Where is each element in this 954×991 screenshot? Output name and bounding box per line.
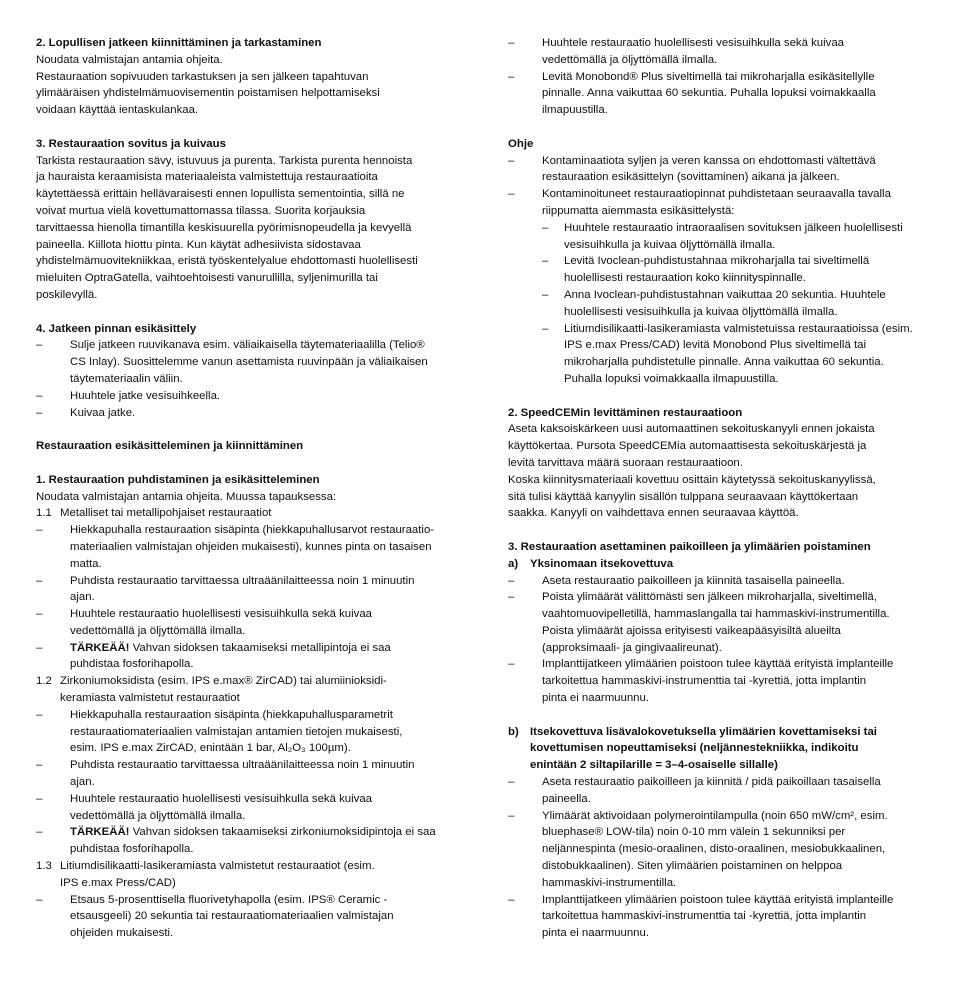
- list-item: [36, 640, 456, 674]
- list-item: [508, 35, 928, 69]
- spacer: [508, 707, 928, 724]
- numbered-subsection: [36, 673, 456, 707]
- paragraph: Tarkista restauraation sävy, istuvuus ja purenta. Tarkista purenta hennoista ja hauraista keraamisista materiaaleista valmistettuja restauraatioita käytettäessä erittäin hellävaraisesti ennen lopullista sementointia, sillä ne voivat murtua vielä kovettumattomassa tilassa. Suorita korjauksia tarvittaessa hienolla timantilla keskisuurella pyörimisnopeudella ja kevyellä paineella. Kiillota hiottu pinta. Kun käytät adhesiivista sidostavaa yhdistelmämuovitekniikkaa, eristä työskentelyalue ehdottomasti huolellisesti mieluiten OptraGatella, vaihtoehtoisesti vanurullilla, syljenimurilla tai poskilevyllä.: [36, 154, 418, 301]
- dash-bullet-icon: –: [508, 154, 515, 167]
- left-column: [36, 35, 456, 942]
- spacer: [508, 388, 928, 405]
- list-item-text: Kontaminoituneet restauraatiopinnat puhdistetaan seuraavalla tavalla riippumatta aiemmasta esikäsittelystä:: [542, 188, 891, 217]
- subsection-text: Itsekovettuva lisävalokovetuksella ylimäärien kovettamiseksi tai kovettumisen nopeuttamiseksi (neljännestekniikka, indikoitu enintään 2 siltapilarille = 3–4-osaiselle sillalle): [530, 725, 877, 772]
- item-number: 1.1: [36, 507, 52, 520]
- list-item-text: Huuhtele restauraatio intraoraalisen sovituksen jälkeen huolellisesti vesisuihkulla ja kuivaa öljyttömällä ilmalla.: [564, 221, 903, 251]
- list-item-text: Puhdista restauraatio tarvittaessa ultraäänilaitteessa noin 1 minuutin ajan.: [70, 574, 415, 604]
- section-heading: 3. Restauraation asettaminen paikoilleen ja ylimäärien poistaminen: [508, 540, 871, 553]
- list-item: [508, 656, 928, 706]
- list-item: [508, 808, 928, 892]
- list-item-text: Kuivaa jatke.: [70, 406, 136, 419]
- dash-bullet-icon: –: [542, 288, 549, 301]
- dash-bullet-icon: –: [36, 608, 43, 621]
- dash-bullet-icon: –: [508, 658, 515, 671]
- paragraph: Noudata valmistajan antamia ohjeita. Muussa tapauksessa:: [36, 490, 337, 503]
- sub-list-item: [508, 287, 928, 321]
- list-item: [36, 606, 456, 640]
- list-item-text: Vahvan sidoksen takaamiseksi zirkoniumoksidipintoja ei saa puhdistaa fosforihapolla.: [70, 826, 436, 856]
- list-item: [36, 337, 456, 387]
- list-item-text: Implanttijatkeen ylimäärien poistoon tulee käyttää erityistä implanteille tarkoitettua hammaskivi-instrumenttia tai -kyrettiä, jotta implantin pinta ei naarmuunnu.: [542, 658, 894, 705]
- list-item-text: Etsaus 5-prosenttisella fluorivetyhapolla (esim. IPS® Ceramic - etsausgeeli) 20 sekuntia tai restauraatiomateriaalien valmistajan ohjeiden mukaisesti.: [70, 893, 394, 940]
- list-item-text: Vahvan sidoksen takaamiseksi metallipintoja ei saa puhdistaa fosforihapolla.: [70, 641, 391, 671]
- list-item: [508, 186, 928, 220]
- dash-bullet-icon: –: [508, 70, 515, 83]
- list-item-text: Implanttijatkeen ylimäärien poistoon tulee käyttää erityistä implanteille tarkoitettua hammaskivi-instrumenttia tai -kyrettiä, jotta implantin pinta ei naarmuunnu.: [542, 893, 894, 940]
- dash-bullet-icon: –: [542, 322, 549, 335]
- item-number: 1.2: [36, 675, 52, 688]
- list-item-text: Huuhtele restauraatio huolellisesti vesisuihkulla sekä kuivaa vedettömällä ja öljyttömällä ilmalla.: [70, 608, 373, 637]
- dash-bullet-icon: –: [36, 893, 43, 906]
- spacer: [36, 304, 456, 321]
- dash-bullet-icon: –: [36, 389, 43, 402]
- list-item-text: Levitä Ivoclean-puhdistustahnaa mikroharjalla tai siveltimellä huolellisesti restauraation koko kiinnityspinnalle.: [564, 255, 870, 285]
- warning-label: TÄRKEÄÄ!: [70, 641, 130, 654]
- list-item-text: Huuhtele jatke vesisuihkeella.: [70, 389, 221, 402]
- item-number: b): [508, 725, 519, 738]
- dash-bullet-icon: –: [36, 339, 43, 352]
- list-item: [36, 405, 456, 422]
- list-item: [508, 153, 928, 187]
- spacer: [508, 119, 928, 136]
- warning-label: TÄRKEÄÄ!: [70, 826, 130, 839]
- item-number: 1.3: [36, 860, 52, 873]
- sub-list-item: [508, 220, 928, 254]
- list-item-text: Huuhtele restauraatio huolellisesti vesisuihkulla sekä kuivaa vedettömällä ja öljyttömällä ilmalla.: [70, 792, 373, 822]
- section-heading: Restauraation esikäsitteleminen ja kiinnittäminen: [36, 440, 304, 453]
- list-item-text: Puhdista restauraatio tarvittaessa ultraäänilaitteessa noin 1 minuutin ajan.: [70, 759, 415, 789]
- list-item: [508, 573, 928, 590]
- spacer: [508, 522, 928, 539]
- dash-bullet-icon: –: [508, 776, 515, 789]
- section-heading: Ohje: [508, 137, 534, 150]
- paragraph: Aseta kaksoiskärkeen uusi automaattinen sekoituskanyyli ennen jokaista käyttökertaa. Pursota SpeedCEMia automaattisesta sekoituskärjestä ja levitä tarvittava määrä suoraan restauraatioon. Koska kiinnitysmateriaali kovettuu osittain käytetyssä sekoituskanyylissä, sitä tulisi käyttää kanyylin sisällön tulppana seuraavaan käyttökertaan saakka. Kanyyli on vaihdettava ennen seuraavaa käyttöä.: [508, 423, 876, 520]
- list-item-text: Poista ylimäärät välittömästi sen jälkeen mikroharjalla, siveltimellä, vaahtomuovipelletillä, hammaslangalla tai hammaskivi-instrumentilla. Poista ylimäärät ajoissa erityisesti vaikeapääsyisiltä alueilta (approksimaali- ja gingivaalireunat).: [542, 591, 890, 654]
- spacer: [36, 421, 456, 438]
- section-heading: 3. Restauraation sovitus ja kuivaus: [36, 137, 226, 150]
- list-item-text: Aseta restauraatio paikoilleen ja kiinnitä / pidä paikoillaan tasaisella paineella.: [542, 776, 881, 805]
- lettered-heading: [508, 724, 928, 774]
- subsection-text: Metalliset tai metallipohjaiset restauraatiot: [60, 507, 272, 520]
- list-item-text: Litiumdisilikaatti-lasikeramiasta valmistetuissa restauraatioissa (esim. IPS e.max Press/CAD) levitä Monobond Plus siveltimellä tai mikroharjalla puhdistetulle pinnalle. Anna vaikuttaa 60 sekuntia. Puhalla lopuksi voimakkaalla ilmapuustilla.: [564, 322, 913, 385]
- section-heading: 2. Lopullisen jatkeen kiinnittäminen ja tarkastaminen: [36, 37, 322, 49]
- sub-list-item: [508, 321, 928, 388]
- subsection-text: Zirkoniumoksidista (esim. IPS e.max® ZirCAD) tai alumiinioksidi- keramiasta valmistetut restauraatiot: [60, 675, 387, 705]
- numbered-subsection: [36, 505, 456, 522]
- subsection-text: Yksinomaan itsekovettuva: [530, 557, 674, 570]
- sub-list-item: [508, 253, 928, 287]
- dash-bullet-icon: –: [508, 893, 515, 906]
- item-number: a): [508, 557, 519, 570]
- dash-bullet-icon: –: [36, 524, 43, 537]
- dash-bullet-icon: –: [508, 574, 515, 587]
- dash-bullet-icon: –: [36, 759, 43, 772]
- list-item: [36, 824, 456, 858]
- list-item: [36, 707, 456, 757]
- list-item: [36, 573, 456, 607]
- list-item-text: Sulje jatkeen ruuvikanava esim. väliaikaisella täytemateriaalilla (Telio® CS Inlay). Suosittelemme vanun asettamista ruuvinpään ja väliaikaisen täytemateriaalin väliin.: [70, 339, 428, 385]
- dash-bullet-icon: –: [508, 188, 515, 201]
- list-item-text: Ylimäärät aktivoidaan polymerointilampulla (noin 650 mW/cm², esim. bluephase® LOW-tila) noin 0-10 mm välein 1 sekunniksi per neljännespinta (mesio-oraalinen, disto-oraalinen, mesiobukkaalinen, distobukkaalinen). Siten ylimäärien poistaminen on helppoa hammaskivi-instrumentilla.: [542, 809, 888, 889]
- list-item: [508, 69, 928, 119]
- dash-bullet-icon: –: [542, 221, 549, 234]
- right-column: [508, 35, 928, 942]
- dash-bullet-icon: –: [36, 792, 43, 805]
- list-item: [36, 522, 456, 572]
- list-item-text: Aseta restauraatio paikoilleen ja kiinnitä tasaisella paineella.: [542, 574, 845, 587]
- lettered-heading: [508, 556, 928, 573]
- dash-bullet-icon: –: [36, 708, 43, 721]
- list-item-text: Levitä Monobond® Plus siveltimellä tai mikroharjalla esikäsitellylle pinnalle. Anna vaikuttaa 60 sekuntia. Puhalla lopuksi voimakkaalla ilmapuustilla.: [542, 70, 876, 117]
- dash-bullet-icon: –: [36, 574, 43, 587]
- list-item-text: Anna Ivoclean-puhdistustahnan vaikuttaa 20 sekuntia. Huuhtele huolellisesti vesisuihkulla ja kuivaa öljyttömällä ilmalla.: [564, 288, 886, 318]
- spacer: [36, 119, 456, 136]
- list-item: [508, 892, 928, 942]
- list-item: [36, 388, 456, 405]
- list-item-text: Hiekkapuhalla restauraation sisäpinta (hiekkapuhallusparametrit restauraatiomateriaalien valmistajan antamien tietojen mukaisesti, esim. IPS e.max ZirCAD, enintään 1 bar, Al₂O₃ 100µm).: [70, 708, 403, 755]
- dash-bullet-icon: –: [508, 37, 515, 49]
- list-item: [508, 774, 928, 808]
- dash-bullet-icon: –: [36, 406, 43, 419]
- paragraph: Noudata valmistajan antamia ohjeita. Restauraation sopivuuden tarkastuksen ja sen jälkeen tapahtuvan ylimääräisen yhdistelmämuovisementin poistamisen helpottamiseksi voidaan käyttää ientaskulankaa.: [36, 53, 380, 117]
- spacer: [36, 455, 456, 472]
- section-heading: 2. SpeedCEMin levittäminen restauraatioon: [508, 406, 743, 419]
- dash-bullet-icon: –: [508, 809, 515, 822]
- section-heading: 1. Restauraation puhdistaminen ja esikäsitteleminen: [36, 473, 320, 486]
- dash-bullet-icon: –: [36, 826, 43, 839]
- list-item: [36, 757, 456, 791]
- list-item: [508, 589, 928, 656]
- list-item: [36, 892, 456, 942]
- list-item-text: Hiekkapuhalla restauraation sisäpinta (hiekkapuhallusarvot restauraatio- materiaalien valmistajan ohjeiden mukaisesti), kunnes pinta on tasaisen matta.: [70, 524, 435, 570]
- list-item: [36, 791, 456, 825]
- section-heading: 4. Jatkeen pinnan esikäsittely: [36, 322, 197, 335]
- subsection-text: Litiumdisilikaatti-lasikeramiasta valmistetut restauraatiot (esim. IPS e.max Press/CAD): [60, 860, 375, 889]
- numbered-subsection: [36, 858, 456, 892]
- list-item-text: Kontaminaatiota syljen ja veren kanssa on ehdottomasti vältettävä restauraation esikäsittelyn (sovittaminen) aikana ja jälkeen.: [542, 154, 876, 184]
- dash-bullet-icon: –: [36, 641, 43, 654]
- dash-bullet-icon: –: [542, 255, 549, 268]
- list-item-text: Huuhtele restauraatio huolellisesti vesisuihkulla sekä kuivaa vedettömällä ja öljyttömällä ilmalla.: [542, 37, 845, 66]
- dash-bullet-icon: –: [508, 591, 515, 604]
